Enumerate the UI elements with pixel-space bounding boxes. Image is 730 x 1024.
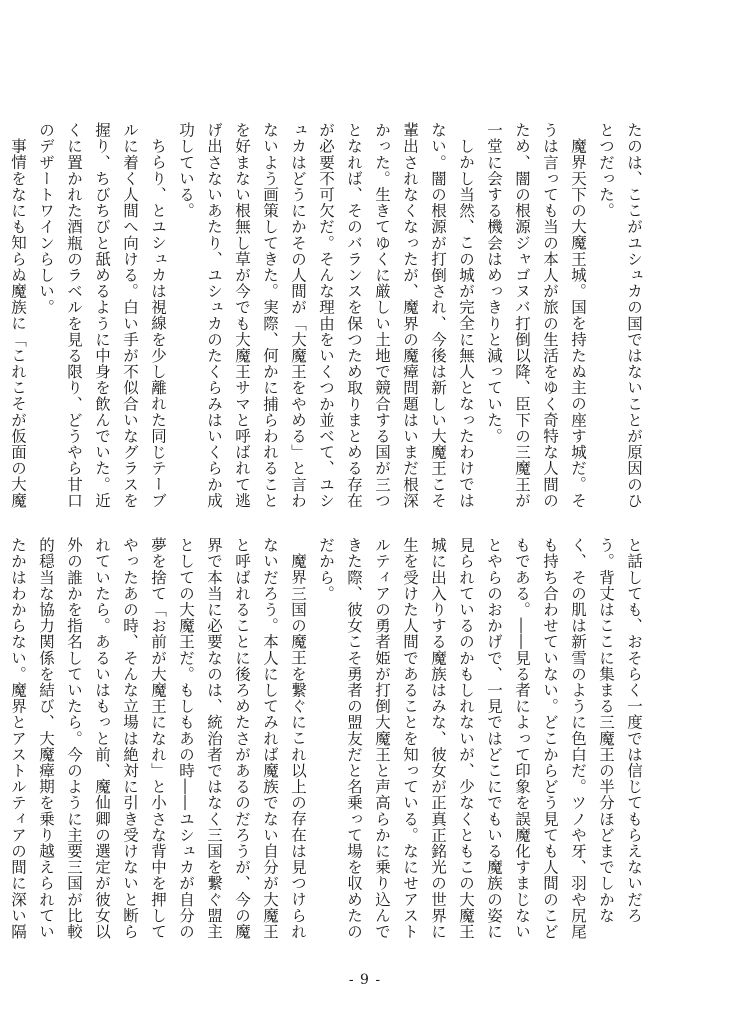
paragraph: たのは、ここがユシュカの国ではないことが原因のひとつだった。 bbox=[597, 122, 643, 509]
paragraph: 事情をなにも知らぬ魔族に「これこそが仮面の大魔 bbox=[9, 137, 27, 508]
text-block-bottom bbox=[9, 537, 648, 947]
paragraph: と話しても、おそらく一度では信じてもらえないだろう。背丈はここに集まる三魔王の半分ほどまでしかなく、その肌は新雪のように色白だ。ツノや牙、羽や尻尾も持ち合わせていない。どこからどう見ても人間のこどもである。――見る者によって印象を誤魔化すまじないとやらのおかげで、一見ではどこにでもいる魔族の姿に見られているのかもしれないが、少なくともこの大魔王城に出入りする魔族はみな、彼女が正真正銘光の世界に生を受けた人間であることを知っている。なにせアストルティアの勇者姫が打倒大魔王と声高らかに乗り込んできた際、彼女こそ勇者の盟友だと名乗って場を収めたのだから。 bbox=[317, 537, 643, 940]
paragraph: ちらり、とユシュカは視線を少し離れた同じテーブルに着く人間へ向ける。白い手が不似合いなグラスを握り、ちびちびと舐めるように中身を飲んでいた。近くに置かれた酒瓶のラベルを見る限り、どうやら甘口のデザートワインらしい。 bbox=[37, 122, 167, 509]
paragraph: 魔界天下の大魔王城。国を持たぬ主の座す城だ。そうは言っても当の本人が旅の生活をゆく奇特な人間のため、闇の根源ジャゴヌバ打倒以降、臣下の三魔王が一堂に会する機会はめっきりと減っていた。 bbox=[485, 122, 587, 509]
text-block-top bbox=[9, 122, 648, 512]
paragraph: しかし当然、この城が完全に無人となったわけではない。闇の根源が打倒され、今後は新しい大魔王こそ輩出されなくなったが、魔界の魔瘴問題はいまだ根深かった。生きてゆくに厳しい土地で競合する国が三つとなれば、そのバランスを保つため取りまとめる存在が必要不可欠だ。そんな理由をいくつか並べて、ユシュカはどうにかその人間が「大魔王をやめる」と言わないよう画策してきた。実際、何かに捕らわれることを好まない根無し草が今でも大魔王サマと呼ばれて逃げ出さないあたり、ユシュカのたくらみはいくらか成功している。 bbox=[177, 122, 475, 509]
page-number: - 9 - bbox=[348, 972, 382, 988]
paragraph: 魔界三国の魔王を繋ぐにこれ以上の存在は見つけられないだろう。本人にしてみれば魔族でない自分が大魔王と呼ばれることに後ろめたさがあるのだろうが、今の魔界で本当に必要なのは、統治者ではなく三国を繋ぐ盟主としての大魔王だ。もしもあの時――ユシュカが自分の夢を捨て「お前が大魔王になれ」と小さな背中を押してやったあの時、そんな立場は絶対に引き受けないと断られていたら。あるいはもっと前、魔仙卿の選定が彼女以外の誰かを指名していたら。今のように主要三国が比較的穏当な協力関係を結び、大魔瘴期を乗り越えられていたかはわからない。魔界とアストルティアの間に深い隔 bbox=[9, 537, 307, 940]
